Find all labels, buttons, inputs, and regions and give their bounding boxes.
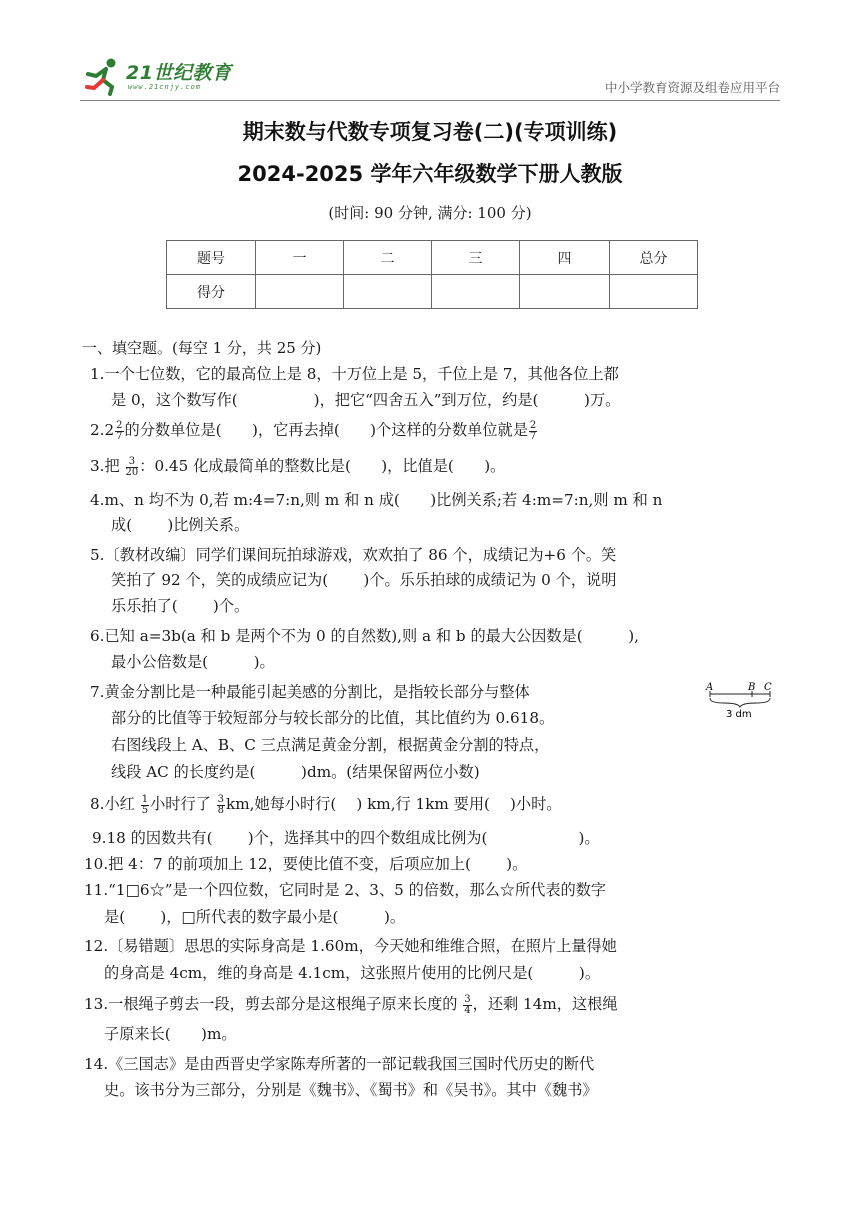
question-12-line-1: 12.〔易错题〕思思的实际身高是 1.60m，今天她和维维合照，在照片上量得她 bbox=[84, 937, 617, 955]
q3-prefix: 3.把 bbox=[90, 457, 125, 475]
score-cell[interactable] bbox=[520, 275, 610, 309]
score-cell[interactable] bbox=[256, 275, 344, 309]
question-7-line-1: 7.黄金分割比是一种最能引起美感的分割比，是指较长部分与整体 bbox=[90, 683, 530, 701]
q8-text: 小时行了 bbox=[150, 795, 216, 813]
header-slogan: 中小学教育资源及组卷应用平台 bbox=[604, 80, 780, 95]
score-header-cell: 二 bbox=[344, 241, 432, 275]
header-divider bbox=[80, 100, 780, 101]
question-4-line-1: 4.m、n 均不为 0,若 m:4=7:n,则 m 和 n 成( )比例关系;若 4:m=7:n,则 m 和 n bbox=[90, 491, 663, 509]
fraction bbox=[126, 457, 139, 478]
page-title: 期末数与代数专项复习卷(二)(专项训练) bbox=[242, 120, 618, 144]
frac-num: 3 bbox=[126, 457, 139, 468]
fraction bbox=[529, 421, 537, 442]
question-13-line-2: 子原来长( )m。 bbox=[104, 1025, 237, 1043]
frac-num: 3 bbox=[464, 993, 471, 1005]
frac-den: 8 bbox=[217, 804, 225, 816]
q2-prefix: 2.2 bbox=[90, 421, 115, 439]
q8-text-end: km,她每小时行( ) km,行 1km 要用( )小时。 bbox=[226, 795, 562, 813]
frac-num: 2 bbox=[529, 419, 537, 431]
score-table bbox=[166, 240, 698, 309]
fraction bbox=[141, 795, 149, 816]
score-cell[interactable] bbox=[432, 275, 520, 309]
score-header-cell: 三 bbox=[432, 241, 520, 275]
question-13-line-1 bbox=[84, 994, 618, 1016]
question-4-line-2: 成( )比例关系。 bbox=[111, 516, 250, 534]
point-b-label: B bbox=[748, 682, 756, 693]
length-label: 3 dm bbox=[726, 709, 752, 720]
question-9: 9.18 的因数共有( )个，选择其中的四个数组成比例为( )。 bbox=[92, 829, 600, 847]
question-14-line-2: 史。该书分为三部分，分别是《魏书》、《蜀书》和《吴书》。其中《魏书》 bbox=[104, 1081, 598, 1099]
point-a-label: A bbox=[706, 682, 714, 693]
frac-den: 20 bbox=[125, 466, 139, 478]
golden-ratio-segment-figure bbox=[704, 678, 784, 720]
question-5-line-2: 笑拍了 92 个，笑的成绩应记为( )个。乐乐拍球的成绩记为 0 个，说明 bbox=[111, 571, 617, 589]
frac-den: 5 bbox=[141, 804, 149, 816]
fraction bbox=[217, 795, 225, 816]
fraction bbox=[115, 421, 123, 442]
question-11-line-2: 是( )，□所代表的数字最小是( )。 bbox=[104, 908, 406, 926]
question-6-line-1: 6.已知 a=3b(a 和 b 是两个不为 0 的自然数),则 a 和 b 的最大公因数是( ), bbox=[90, 627, 640, 645]
question-3 bbox=[90, 456, 505, 478]
score-cell[interactable] bbox=[344, 275, 432, 309]
frac-den: 7 bbox=[529, 430, 537, 442]
logo bbox=[84, 56, 264, 100]
frac-num: 1 bbox=[141, 793, 149, 805]
question-12-line-2: 的身高是 4cm，维的身高是 4.1cm，这张照片使用的比例尺是( )。 bbox=[104, 964, 601, 982]
score-row-label: 得分 bbox=[167, 275, 256, 309]
q3-text: ：0.45 化成最简单的整数比是( )，比值是( )。 bbox=[139, 457, 506, 475]
logo-url: www.21cnjy.com bbox=[128, 83, 202, 91]
frac-num: 2 bbox=[116, 419, 123, 431]
score-header-cell: 四 bbox=[520, 241, 610, 275]
fraction bbox=[463, 995, 471, 1016]
question-5-line-1: 5.〔教材改编〕同学们课间玩拍球游戏，欢欢拍了 86 个，成绩记为+6 个。笑 bbox=[90, 546, 617, 564]
question-10: 10.把 4：7 的前项加上 12，要使比值不变，后项应加上( )。 bbox=[84, 855, 528, 873]
frac-den: 4 bbox=[464, 1004, 471, 1016]
exam-info: (时间: 90 分钟, 满分: 100 分) bbox=[328, 204, 532, 222]
page-header bbox=[80, 56, 780, 102]
score-header-cell: 总分 bbox=[610, 241, 698, 275]
question-1-line-2: 是 0，这个数写作( )，把它“四舍五入”到万位，约是( )万。 bbox=[111, 391, 621, 409]
question-7-line-4: 线段 AC 的长度约是( )dm。(结果保留两位小数) bbox=[111, 763, 480, 781]
score-value-row bbox=[167, 275, 698, 309]
question-5-line-3: 乐乐拍了( )个。 bbox=[111, 597, 250, 615]
point-c-label: C bbox=[764, 682, 772, 693]
runner-logo-icon bbox=[84, 56, 124, 96]
frac-den: 7 bbox=[116, 430, 123, 442]
page-subtitle: 2024-2025 学年六年级数学下册人教版 bbox=[237, 162, 623, 186]
section-heading: 一、填空题。(每空 1 分，共 25 分) bbox=[82, 339, 322, 357]
score-header-cell: 一 bbox=[256, 241, 344, 275]
question-2 bbox=[90, 420, 538, 442]
question-6-line-2: 最小公倍数是( )。 bbox=[111, 653, 275, 671]
q13-text-end: ，还剩 14m，这根绳 bbox=[472, 995, 618, 1013]
question-11-line-1: 11.“1□6☆”是一个四位数，它同时是 2、3、5 的倍数，那么☆所代表的数字 bbox=[84, 881, 607, 899]
q13-text: 13.一根绳子剪去一段，剪去部分是这根绳子原来长度的 bbox=[84, 995, 463, 1013]
frac-num: 3 bbox=[217, 793, 225, 805]
q2-text: 的分数单位是( )，它再去掉( )个这样的分数单位就是 bbox=[124, 421, 528, 439]
question-1-line-1: 1.一个七位数，它的最高位上是 8，十万位上是 5，千位上是 7，其他各位上都 bbox=[90, 365, 619, 383]
score-header-cell: 题号 bbox=[167, 241, 256, 275]
question-14-line-1: 14.《三国志》是由西晋史学家陈寿所著的一部记载我国三国时代历史的断代 bbox=[84, 1055, 595, 1073]
question-7-line-2: 部分的比值等于较短部分与较长部分的比值，其比值约为 0.618。 bbox=[111, 709, 555, 727]
score-header-row bbox=[167, 241, 698, 275]
brace bbox=[710, 698, 770, 707]
question-8 bbox=[90, 794, 561, 816]
q8-prefix: 8.小红 bbox=[90, 795, 140, 813]
question-7-line-3: 右图线段上 A、B、C 三点满足黄金分割，根据黄金分割的特点， bbox=[111, 736, 550, 754]
logo-text: 21世纪教育 bbox=[126, 62, 232, 84]
score-cell[interactable] bbox=[610, 275, 698, 309]
